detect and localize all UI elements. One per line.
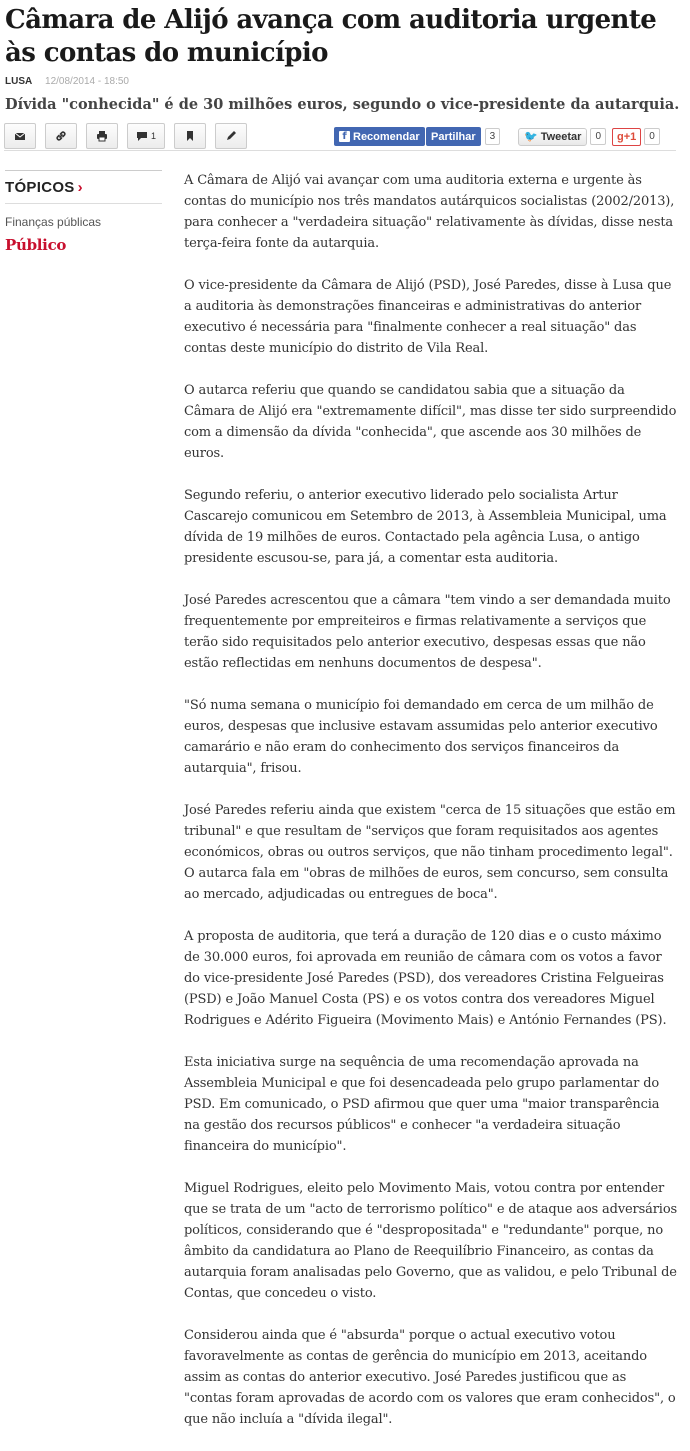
chevron-right-icon: › [77, 179, 83, 196]
article-paragraph: Considerou ainda que é "absurda" porque o actual executivo votou favoravelmente as contas de gerência do município em 2013, aceitando assim as contas do anterior executivo. José Paredes justificou que as "contas foram aprovadas de acordo com os valores que eram conhecidos", o que não incluía a "dívida ilegal". [184, 1328, 676, 1427]
bookmark-icon [184, 130, 196, 142]
facebook-icon: f [339, 131, 350, 142]
gplus-label: +1 [623, 130, 637, 143]
comments-count: 1 [150, 131, 156, 141]
facebook-share-label: Partilhar [431, 130, 476, 143]
article-body [184, 170, 678, 1451]
email-icon [14, 130, 26, 142]
topics-heading[interactable] [5, 179, 162, 196]
article-paragraph: A proposta de auditoria, que terá a duração de 120 dias e o custo máximo de 30.000 euros, foi aprovada em reunião de câmara com os votos a favor do vice-presidente José Paredes (PSD), dos vereadores Cristina Felgueiras (PSD) e João Manuel Costa (PS) e os votos contra dos vereadores Miguel Rodrigues e Adérito Figueira (Movimento Mais) e António Fernandes (PS). [184, 929, 667, 1028]
facebook-like[interactable] [334, 127, 425, 146]
topics-heading-label: TÓPICOS [5, 179, 75, 196]
print-button[interactable] [86, 123, 118, 149]
bookmark-button[interactable] [174, 123, 206, 149]
article-lead: Dívida "conhecida" é de 30 milhões euros, segundo o vice-presidente da autarquia. [5, 96, 680, 113]
article-paragraph: Segundo referiu, o anterior executivo liderado pelo socialista Artur Cascarejo comunicou em Setembro de 2013, à Assembleia Municipal, uma dívida de 19 milhões de euros. Contactado pela agência Lusa, o antigo presidente escusou-se, para já, a comentar esta auditoria. [184, 488, 667, 566]
sidebar-divider [5, 170, 162, 171]
article-paragraph: José Paredes referiu ainda que existem "cerca de 15 situações que estão em tribunal" e que resultam de "serviços que foram requisitados aos agentes económicos, obras ou outros serviços, que não tinham procedimento legal". O autarca fala em "obras de milhões de euros, sem concurso, sem consulta ao mercado, adjudicadas ou entregues de boca". [184, 803, 676, 902]
topic-link[interactable]: Finanças públicas [5, 215, 102, 229]
gplus-button[interactable] [612, 127, 660, 146]
article-title: Câmara de Alijó avança com auditoria urgente às contas do município [5, 5, 657, 68]
article-paragraph: A Câmara de Alijó vai avançar com uma auditoria externa e urgente às contas do município nos três mandatos autárquicos socialistas (2002/2013), para conhecer a "verdadeira situação" relativamente às dívidas, disse nesta terça-feira fonte da autarquia. [184, 173, 675, 251]
article-paragraph: José Paredes acrescentou que a câmara "tem vindo a ser demandada muito frequentemente por empreiteiros e firmas relativamente a serviços que terão sido requisitados pelo anterior executivo, despesas essas que não estão reflectidas em nenhuns documentos de despesa". [184, 593, 671, 671]
article-meta [5, 76, 129, 87]
comment-icon [136, 130, 148, 142]
gplus-count: 0 [644, 128, 660, 145]
article-author[interactable]: LUSA [5, 76, 33, 87]
comments-button[interactable] [127, 123, 165, 149]
tweet-button[interactable] [518, 127, 606, 146]
article-paragraph: O vice-presidente da Câmara de Alijó (PSD), José Paredes, disse à Lusa que a auditoria às demonstrações financeiras e administrativas do anterior executivo é necessária para "finalmente conhecer a real situação" das contas deste município do distrito de Vila Real. [184, 278, 672, 356]
article-paragraph: O autarca referiu que quando se candidatou sabia que a situação da Câmara de Alijó era "extremamente difícil", mas disse ter sido surpreendido com a dimensão da dívida "conhecida", que ascende aos 30 milhões de euros. [184, 383, 677, 461]
article-date: 12/08/2014 - 18:50 [45, 76, 129, 87]
facebook-share-count: 3 [485, 128, 501, 145]
article-paragraph: Esta iniciativa surge na sequência de uma recomendação aprovada na Assembleia Municipal e que foi desencadeada pelo grupo parlamentar do PSD. Em comunicado, o PSD afirmou que quer uma "maior transparência na gestão dos recursos públicos" e conhecer "a verdadeira situação financeira do município". [184, 1055, 660, 1154]
topics-divider [5, 203, 162, 204]
publication-logo[interactable]: Público [5, 236, 67, 254]
toolbar-divider [4, 150, 676, 151]
tweet-count: 0 [590, 128, 606, 145]
tweet-label: Tweetar [540, 130, 582, 143]
twitter-icon: 🐦 [524, 131, 538, 143]
print-icon [96, 130, 108, 142]
article-paragraph: Miguel Rodrigues, eleito pelo Movimento Mais, votou contra por entender que se trata de um "acto de terrorismo político" e de ataque aos adversários políticos, considerando que é "despropositada" e "redundante" porque, no âmbito da candidatura ao Plano de Reequilíbrio Financeiro, as contas da autarquia foram analisadas pelo Governo, que as validou, e pelo Tribunal de Contas, que concedeu o visto. [184, 1181, 678, 1301]
sidebar [5, 170, 162, 254]
email-button[interactable] [4, 123, 36, 149]
link-icon [55, 130, 67, 142]
pencil-icon [225, 130, 237, 142]
facebook-like-label: Recomendar [353, 130, 420, 143]
article-toolbar [4, 123, 676, 149]
facebook-share[interactable] [426, 127, 500, 146]
link-button[interactable] [45, 123, 77, 149]
gplus-icon: g [617, 130, 624, 143]
article-paragraph: "Só numa semana o município foi demandado em cerca de um milhão de euros, despesas que inclusive estavam assumidas pelo anterior executivo camarário e não eram do conhecimento dos serviços financeiros da autarquia", frisou. [184, 698, 658, 776]
edit-button[interactable] [215, 123, 247, 149]
